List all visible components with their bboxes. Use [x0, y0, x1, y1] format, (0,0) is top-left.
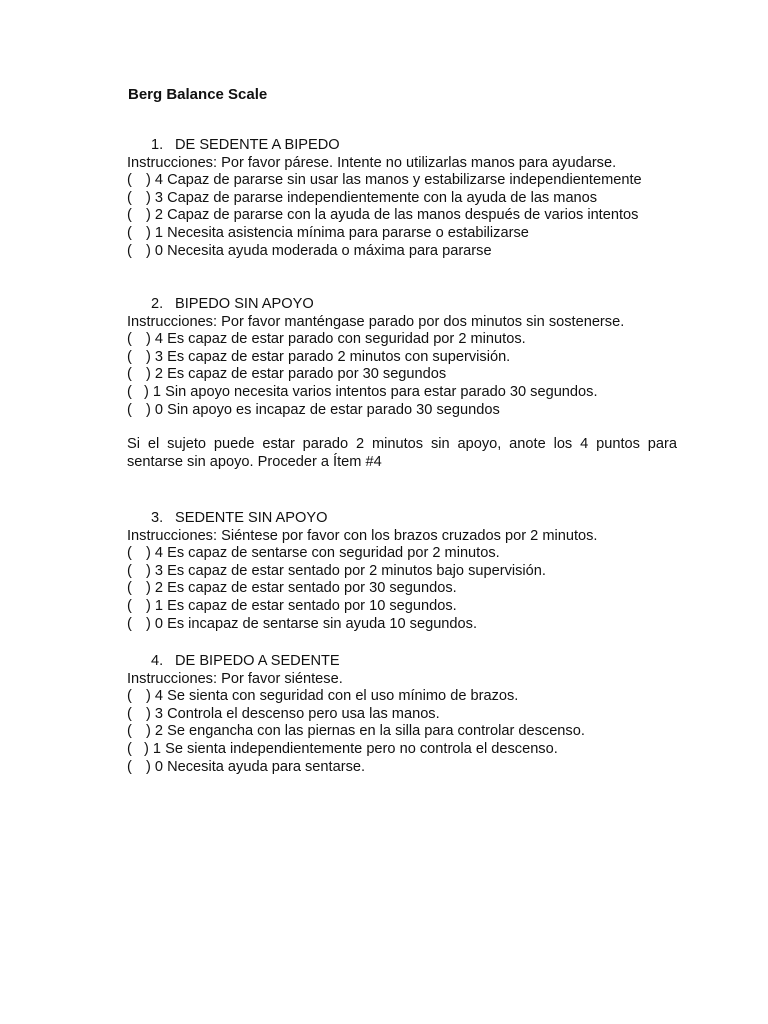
option-text: 0 Es incapaz de sentarse sin ayuda 10 segundos.: [154, 615, 478, 632]
section-instructions: Instrucciones: Por favor manténgase parado por dos minutos sin sostenerse.: [127, 313, 625, 330]
section-3: [127, 510, 679, 633]
section-1: [127, 137, 679, 260]
option-text: 3 Es capaz de estar parado 2 minutos con supervisión.: [154, 348, 511, 365]
option-item: ( ) 3 Controla el descenso pero usa las manos.: [127, 705, 440, 722]
option-text: 3 Es capaz de estar sentado por 2 minutos bajo supervisión.: [154, 562, 546, 579]
document-title: Berg Balance Scale: [128, 86, 268, 103]
option-text: 1 Se sienta independientemente pero no controla el descenso.: [152, 740, 558, 757]
checkbox-paren[interactable]: (: [127, 562, 132, 579]
option-item: ( ) 4 Es capaz de sentarse con seguridad por 2 minutos.: [127, 545, 500, 562]
option-item: ( ) 4 Es capaz de estar parado con seguridad por 2 minutos.: [127, 331, 526, 348]
option-text: 4 Se sienta con seguridad con el uso mínimo de brazos.: [154, 688, 519, 705]
option-item: ( ) 0 Necesita ayuda para sentarse.: [127, 758, 366, 775]
option-item: ( ) 3 Es capaz de estar parado 2 minutos con supervisión.: [127, 348, 511, 365]
section-heading: [127, 137, 679, 155]
section-heading: [127, 510, 679, 528]
option-text: 4 Capaz de pararse sin usar las manos y estabilizarse independientemente: [154, 172, 642, 189]
section-4: [127, 653, 679, 776]
option-item: ( ) 3 Capaz de pararse independientemente con la ayuda de las manos: [127, 189, 598, 206]
section-number: 4.: [151, 653, 164, 669]
checkbox-paren[interactable]: (: [127, 348, 132, 365]
section-title: BIPEDO SIN APOYO: [175, 296, 314, 312]
checkbox-paren[interactable]: (: [127, 580, 132, 597]
checkbox-paren[interactable]: (: [127, 597, 132, 614]
section-heading: [127, 653, 679, 671]
option-text: 2 Es capaz de estar parado por 30 segundos: [154, 366, 447, 383]
option-item: ( ) 2 Capaz de pararse con la ayuda de las manos después de varios intentos: [127, 207, 639, 224]
option-item: ( ) 4 Capaz de pararse sin usar las manos y estabilizarse independientemente: [127, 172, 642, 189]
section-2: [127, 296, 679, 471]
option-item: ( ) 1 Necesita asistencia mínima para pararse o estabilizarse: [127, 224, 529, 241]
section-title: SEDENTE SIN APOYO: [175, 510, 328, 526]
section-instructions: Instrucciones: Por favor párese. Intente no utilizarlas manos para ayudarse.: [127, 154, 617, 171]
option-item: ( ) 0 Es incapaz de sentarse sin ayuda 10 segundos.: [127, 615, 478, 632]
option-item: ( ) 1 Es capaz de estar sentado por 10 segundos.: [127, 597, 457, 614]
checkbox-paren[interactable]: (: [127, 758, 132, 775]
option-text: 4 Es capaz de estar parado con seguridad por 2 minutos.: [154, 331, 526, 348]
checkbox-paren[interactable]: (: [127, 366, 132, 383]
checkbox-paren[interactable]: (: [127, 545, 132, 562]
option-text: 2 Capaz de pararse con la ayuda de las manos después de varios intentos: [154, 207, 639, 224]
checkbox-paren[interactable]: (: [127, 172, 132, 189]
option-item: ( ) 2 Se engancha con las piernas en la silla para controlar descenso.: [127, 723, 585, 740]
option-item: ( ) 2 Es capaz de estar sentado por 30 segundos.: [127, 580, 457, 597]
section-instructions: Instrucciones: Siéntese por favor con los brazos cruzados por 2 minutos.: [127, 527, 598, 544]
checkbox-paren[interactable]: (: [127, 615, 132, 632]
checkbox-paren[interactable]: (: [127, 224, 132, 241]
checkbox-paren[interactable]: (: [127, 740, 132, 757]
option-item: ( ) 1 Se sienta independientemente pero no controla el descenso.: [127, 740, 558, 757]
checkbox-paren[interactable]: (: [127, 723, 132, 740]
option-text: 1 Es capaz de estar sentado por 10 segundos.: [154, 597, 457, 614]
option-item: ( ) 4 Se sienta con seguridad con el uso mínimo de brazos.: [127, 688, 519, 705]
section-number: 1.: [151, 137, 164, 153]
section-title: DE BIPEDO A SEDENTE: [175, 653, 340, 669]
option-item: ( ) 0 Sin apoyo es incapaz de estar parado 30 segundos: [127, 401, 500, 418]
option-text: 4 Es capaz de sentarse con seguridad por 2 minutos.: [154, 545, 500, 562]
option-item: ( ) 2 Es capaz de estar parado por 30 segundos: [127, 366, 447, 383]
section-instructions: Instrucciones: Por favor siéntese.: [127, 670, 343, 687]
checkbox-paren[interactable]: (: [127, 688, 132, 705]
option-text: 1 Necesita asistencia mínima para pararse o estabilizarse: [154, 224, 529, 241]
option-text: 2 Se engancha con las piernas en la silla para controlar descenso.: [154, 723, 585, 740]
checkbox-paren[interactable]: (: [127, 705, 132, 722]
section-number: 3.: [151, 510, 164, 526]
checkbox-paren[interactable]: (: [127, 383, 132, 400]
section-title: DE SEDENTE A BIPEDO: [175, 137, 340, 153]
checkbox-paren[interactable]: (: [127, 242, 132, 259]
checkbox-paren[interactable]: (: [127, 207, 132, 224]
section-note: Si el sujeto puede estar parado 2 minutos sin apoyo, anote los 4 puntos para sentarse sin apoyo. Proceder a Ítem #4: [127, 436, 677, 470]
option-text: 2 Es capaz de estar sentado por 30 segundos.: [154, 580, 457, 597]
checkbox-paren[interactable]: (: [127, 401, 132, 418]
option-item: ( ) 1 Sin apoyo necesita varios intentos para estar parado 30 segundos.: [127, 383, 598, 400]
option-text: 0 Sin apoyo es incapaz de estar parado 30 segundos: [154, 401, 500, 418]
section-number: 2.: [151, 296, 164, 312]
option-text: 1 Sin apoyo necesita varios intentos para estar parado 30 segundos.: [152, 383, 598, 400]
checkbox-paren[interactable]: (: [127, 331, 132, 348]
option-item: ( ) 0 Necesita ayuda moderada o máxima para pararse: [127, 242, 492, 259]
checkbox-paren[interactable]: (: [127, 189, 132, 206]
option-text: 0 Necesita ayuda para sentarse.: [154, 758, 366, 775]
option-item: ( ) 3 Es capaz de estar sentado por 2 minutos bajo supervisión.: [127, 562, 546, 579]
option-text: 3 Controla el descenso pero usa las manos.: [154, 705, 440, 722]
section-heading: [127, 296, 679, 314]
option-text: 3 Capaz de pararse independientemente con la ayuda de las manos: [154, 189, 598, 206]
option-text: 0 Necesita ayuda moderada o máxima para pararse: [154, 242, 492, 259]
